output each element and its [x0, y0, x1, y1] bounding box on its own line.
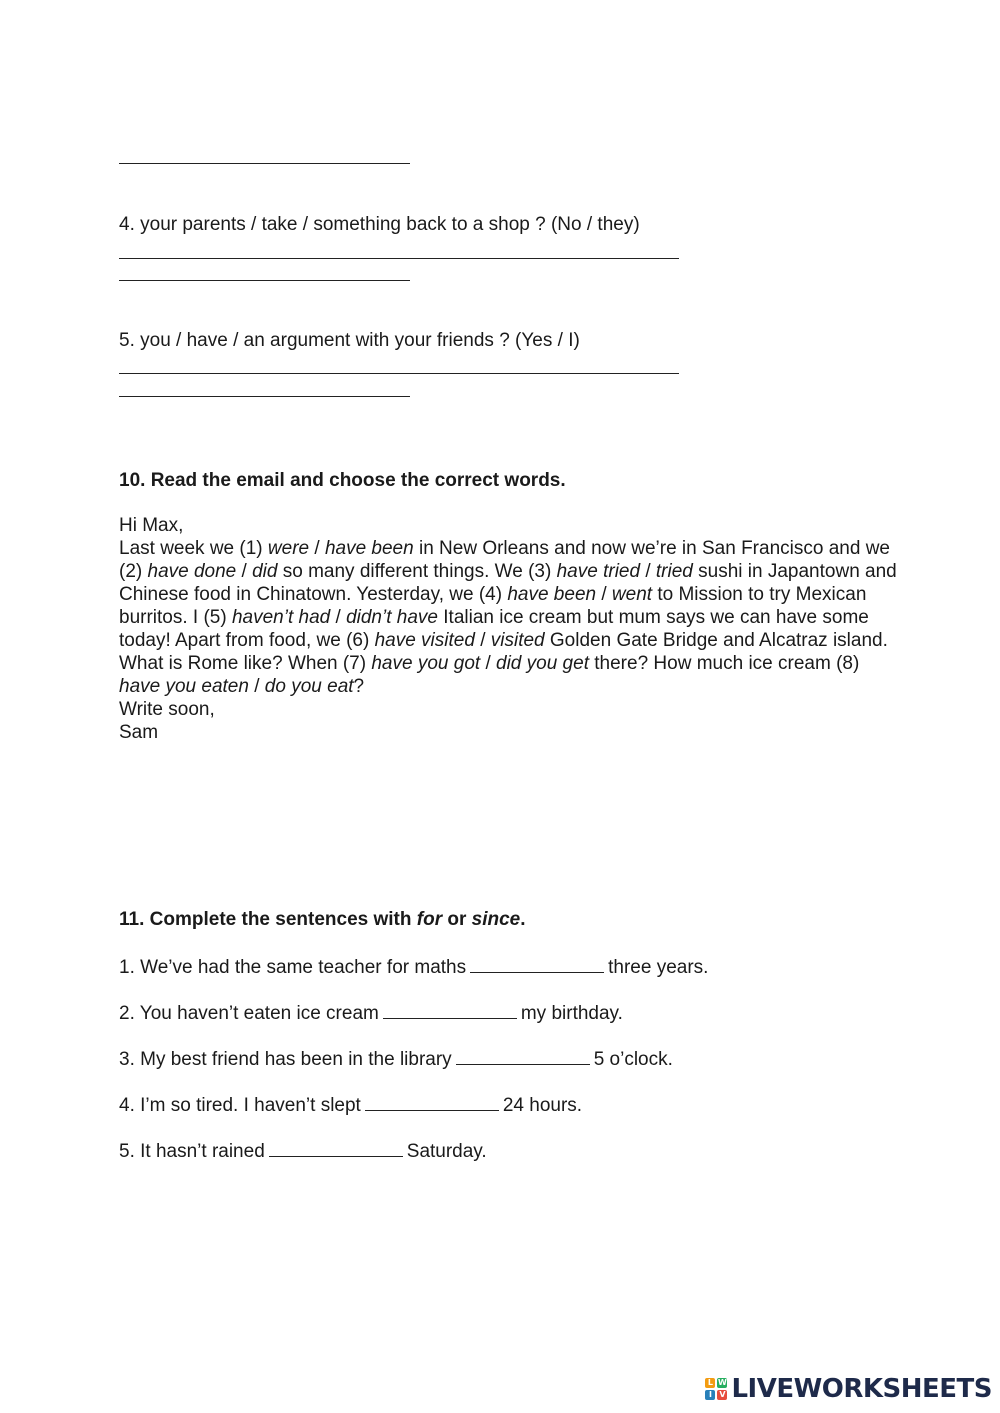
email-text-segment: /	[309, 538, 325, 559]
word-option[interactable]: have been	[324, 538, 414, 559]
sentence-1	[119, 955, 708, 979]
email-closing: Write soon,	[119, 699, 215, 720]
email-body	[119, 537, 899, 698]
answer-line-q5-2[interactable]	[119, 396, 410, 397]
email-text-segment: /	[480, 653, 497, 674]
logo-square-v: V	[719, 1390, 726, 1399]
sentence-text: 3. My best friend has been in the library	[119, 1049, 452, 1070]
sentence-text: 5 o’clock.	[593, 1049, 673, 1070]
email-text-segment: /	[248, 676, 265, 697]
word-option[interactable]: went	[611, 584, 653, 605]
email-text-segment: sushi in Japantown and Chinese food in Chinatown. Yesterday, we (4)	[119, 561, 897, 605]
answer-line-q5-1[interactable]	[119, 373, 679, 374]
answer-line-q4-1[interactable]	[119, 258, 679, 259]
question-4: 4. your parents / take / something back to a shop ? (No / they)	[119, 214, 640, 235]
word-option[interactable]: have you got	[371, 653, 481, 674]
email-text-segment: in New Orleans and now we’re in San Francisco and we (2)	[119, 538, 890, 582]
email-text-segment: /	[474, 630, 491, 651]
logo-text: LIVEWORKSHEETS	[731, 1373, 992, 1404]
sentence-text: three years.	[608, 957, 709, 978]
sentence-text: 24 hours.	[502, 1095, 583, 1116]
email-text-segment: to Mission to try Mexican burritos. I (5)	[119, 584, 867, 628]
section-11-heading	[119, 908, 526, 931]
word-option[interactable]: have done	[147, 561, 237, 582]
word-option[interactable]: have you eaten	[119, 676, 249, 697]
logo-square-i: I	[705, 1390, 715, 1400]
sentence-text: 2. You haven’t eaten ice cream	[119, 1003, 379, 1024]
word-option[interactable]: visited	[490, 630, 545, 651]
sentence-text: 4. I’m so tired. I haven’t slept	[119, 1095, 361, 1116]
answer-line-q4-2[interactable]	[119, 280, 410, 281]
blank-input-4[interactable]	[365, 1093, 499, 1111]
heading-since: since	[471, 909, 521, 930]
question-5: 5. you / have / an argument with your friends ? (Yes / I)	[119, 330, 580, 351]
logo-icon	[705, 1378, 727, 1400]
section-10-heading: 10. Read the email and choose the correct words.	[119, 470, 566, 491]
sentence-text: 1. We’ve had the same teacher for maths	[119, 957, 467, 978]
blank-input-3[interactable]	[456, 1047, 590, 1065]
heading-period: .	[520, 909, 526, 930]
blank-input-2[interactable]	[383, 1001, 517, 1019]
word-option[interactable]: do you eat	[264, 676, 354, 697]
email-text-segment: Last week we (1)	[119, 538, 268, 559]
sentence-text: 5. It hasn’t rained	[119, 1141, 265, 1162]
heading-or: or	[442, 909, 472, 930]
email-text-segment: so many different things. We (3)	[277, 561, 557, 582]
liveworksheets-logo	[705, 1371, 992, 1407]
word-option[interactable]: did	[252, 561, 278, 582]
heading-for: for	[416, 909, 443, 930]
logo-square-l: L	[705, 1378, 715, 1388]
blank-input-5[interactable]	[269, 1139, 403, 1157]
email-text-segment: ?	[353, 676, 365, 697]
email-text-segment: /	[236, 561, 253, 582]
word-option[interactable]: have tried	[556, 561, 641, 582]
heading-text: 11. Complete the sentences with	[119, 909, 417, 930]
email-text-segment: there? How much ice cream (8)	[588, 653, 860, 674]
word-option[interactable]: have been	[507, 584, 597, 605]
sentence-4	[119, 1093, 582, 1117]
sentence-5	[119, 1139, 487, 1163]
email-text-segment: Golden Gate Bridge and Alcatraz island. What is Rome like? When (7)	[119, 630, 888, 674]
answer-line-q3[interactable]	[119, 163, 410, 164]
sentence-text: Saturday.	[406, 1141, 487, 1162]
word-option[interactable]: haven’t had	[231, 607, 331, 628]
email-signature: Sam	[119, 722, 159, 743]
word-option[interactable]: didn’t have	[346, 607, 438, 628]
word-option[interactable]: tried	[655, 561, 693, 582]
sentence-3	[119, 1047, 673, 1071]
word-option[interactable]: did you get	[496, 653, 589, 674]
sentence-text: my birthday.	[520, 1003, 623, 1024]
email-text-segment: /	[330, 607, 347, 628]
email-text	[119, 514, 899, 744]
word-option[interactable]: have visited	[374, 630, 475, 651]
sentence-2	[119, 1001, 623, 1025]
email-text-segment: Italian ice cream but mum says we can have some today! Apart from food, we (6)	[119, 607, 869, 651]
blank-input-1[interactable]	[470, 955, 604, 973]
email-text-segment: /	[640, 561, 656, 582]
logo-square-w: W	[718, 1378, 727, 1387]
word-option[interactable]: were	[267, 538, 310, 559]
email-greeting: Hi Max,	[119, 515, 184, 536]
email-text-segment: /	[596, 584, 612, 605]
